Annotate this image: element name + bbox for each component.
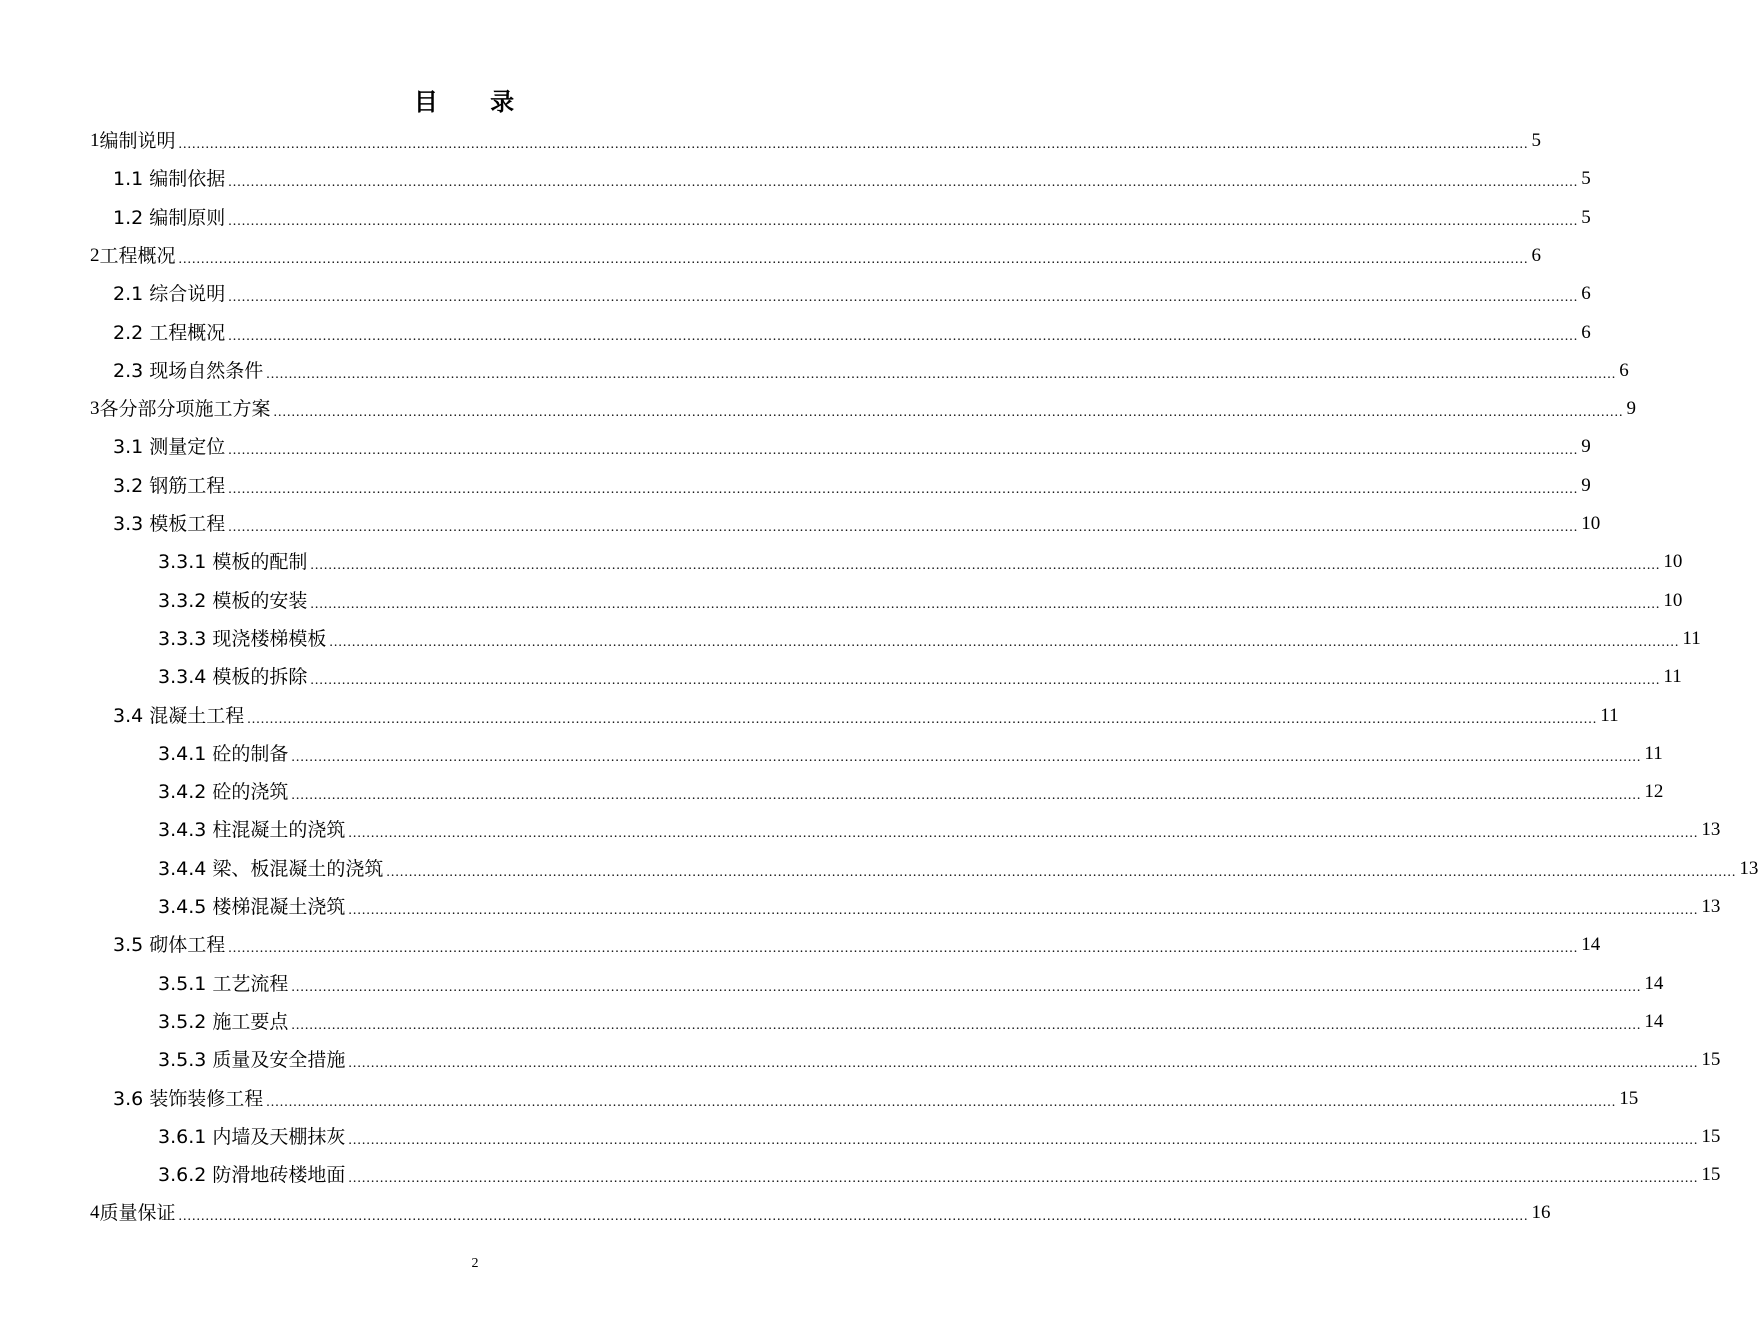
toc-entry-label: 综合说明: [149, 283, 226, 306]
toc-entry[interactable]: [113, 467, 1591, 505]
toc-entry-page: 6: [1581, 283, 1591, 305]
toc-entry-page: 6: [1581, 321, 1591, 343]
dot-leader: ............................................................................................................................................................................................................................................................................................................: [348, 903, 1699, 918]
dot-leader: ............................................................................................................................................................................................................................................................................................................: [178, 137, 1529, 152]
dot-leader: ............................................................................................................................................................................................................................................................................................................: [291, 1017, 1642, 1033]
toc-entry-page: 11: [1644, 742, 1663, 764]
toc-entry[interactable]: [113, 352, 1629, 390]
toc-entry-page: 14: [1644, 972, 1664, 994]
toc-entry-number: 3.4.4: [158, 857, 213, 880]
toc-entry-number: 3.3.1: [158, 551, 213, 574]
toc-entry[interactable]: [158, 965, 1664, 1003]
toc-entry-number: 3.3.3: [158, 627, 213, 650]
toc-entry-label: 施工要点: [212, 1010, 289, 1033]
toc-entry-label: 砌体工程: [149, 934, 226, 957]
toc-entry[interactable]: [113, 160, 1591, 198]
toc-entry[interactable]: [90, 122, 1542, 160]
toc-entry[interactable]: [113, 428, 1591, 466]
toc-entry-page: 11: [1682, 627, 1701, 649]
toc-entry[interactable]: [158, 850, 1758, 888]
toc-entry[interactable]: [90, 1194, 1551, 1232]
toc-entry-number: 1.1: [113, 168, 150, 191]
toc-entry-label: 模板的拆除: [212, 666, 308, 689]
toc-entry-page: 15: [1701, 1125, 1721, 1147]
toc-entry[interactable]: [158, 620, 1701, 658]
toc-entry-label: 混凝土工程: [149, 704, 245, 727]
toc-entry-page: 6: [1531, 244, 1542, 266]
toc-entry-label: 工程概况: [149, 321, 226, 344]
toc-entry-page: 13: [1739, 857, 1758, 879]
toc-entry[interactable]: [158, 543, 1683, 581]
toc-entry-label: 砼的制备: [212, 742, 289, 765]
toc-entry-number: 2.3: [113, 359, 150, 382]
dot-leader: ............................................................................................................................................................................................................................................................................................................: [291, 788, 1642, 804]
dot-leader: ............................................................................................................................................................................................................................................................................................................: [266, 1094, 1617, 1110]
toc-entry-page: 10: [1663, 589, 1683, 611]
toc-entry[interactable]: [90, 390, 1637, 428]
toc-entry-label: 质量及安全措施: [212, 1049, 346, 1072]
toc-entry-page: 14: [1581, 934, 1601, 956]
dot-leader: ............................................................................................................................................................................................................................................................................................................: [310, 596, 1661, 612]
toc-entry-number: 2.2: [113, 321, 150, 344]
toc-entry-number: 4: [90, 1202, 100, 1224]
toc-entry-label: 编制说明: [99, 130, 176, 152]
toc-entry-label: 砼的浇筑: [212, 781, 289, 804]
toc-entry-page: 15: [1701, 1164, 1721, 1186]
toc-entry-page: 12: [1644, 781, 1664, 803]
toc-entry[interactable]: [113, 314, 1591, 352]
toc-title: 目 录: [413, 88, 537, 116]
toc-entry[interactable]: [158, 1003, 1664, 1041]
dot-leader: ............................................................................................................................................................................................................................................................................................................: [228, 481, 1579, 497]
toc-entry-label: 编制原则: [149, 206, 226, 229]
toc-entry-number: 3.6.2: [158, 1164, 213, 1187]
toc-entry-label: 柱混凝土的浇筑: [212, 819, 346, 842]
toc-entry-page: 6: [1619, 359, 1629, 381]
toc-entry-number: 3.4.1: [158, 742, 213, 765]
dot-leader: ............................................................................................................................................................................................................................................................................................................: [310, 673, 1661, 689]
toc-entry-label: 模板的安装: [212, 589, 308, 612]
toc-entry-number: 3: [90, 398, 100, 420]
dot-leader: ............................................................................................................................................................................................................................................................................................................: [310, 558, 1661, 574]
toc-entry-page: 11: [1663, 666, 1682, 688]
toc-entry[interactable]: [158, 773, 1664, 811]
toc-entry[interactable]: [158, 582, 1683, 620]
toc-entry[interactable]: [113, 697, 1619, 735]
toc-entry-page: 14: [1644, 1010, 1664, 1032]
dot-leader: ............................................................................................................................................................................................................................................................................................................: [291, 749, 1642, 765]
toc-entry-number: 3.4.3: [158, 819, 213, 842]
toc-entry-page: 5: [1531, 130, 1542, 151]
dot-leader: ............................................................................................................................................................................................................................................................................................................: [386, 864, 1737, 880]
toc-entry-label: 现浇楼梯模板: [212, 627, 327, 650]
toc-entry-number: 3.1: [113, 436, 150, 459]
dot-leader: ............................................................................................................................................................................................................................................................................................................: [228, 213, 1579, 229]
toc-entry-number: 3.2: [113, 474, 150, 497]
toc-entry-page: 10: [1663, 551, 1683, 573]
toc-entry-number: 3.3: [113, 513, 150, 535]
toc-entry-number: 2: [90, 244, 100, 266]
toc-entry[interactable]: [113, 1080, 1639, 1118]
toc-entry[interactable]: [113, 275, 1591, 313]
dot-leader: ............................................................................................................................................................................................................................................................................................................: [228, 290, 1579, 306]
toc-entry-number: 3.3.2: [158, 589, 213, 612]
page-number: 2: [471, 1256, 479, 1271]
dot-leader: ............................................................................................................................................................................................................................................................................................................: [329, 634, 1680, 650]
dot-leader: ............................................................................................................................................................................................................................................................................................................: [291, 979, 1642, 995]
toc-entry-number: 3.4.5: [158, 896, 213, 918]
dot-leader: ............................................................................................................................................................................................................................................................................................................: [348, 1132, 1699, 1148]
toc-entry-label: 编制依据: [149, 168, 226, 191]
toc-entry-label: 模板的配制: [212, 551, 308, 574]
toc-entry-number: 3.5: [113, 934, 150, 957]
toc-entry-label: 钢筋工程: [149, 474, 226, 497]
toc-entry-page: 9: [1581, 436, 1591, 458]
toc-entry-label: 现场自然条件: [149, 359, 264, 382]
toc-entry-page: 13: [1701, 819, 1721, 841]
toc-entry-page: 15: [1619, 1087, 1639, 1109]
toc-entry[interactable]: [158, 735, 1663, 773]
dot-leader: ............................................................................................................................................................................................................................................................................................................: [273, 405, 1624, 421]
toc-entry[interactable]: [158, 1118, 1721, 1156]
toc-entry-page: 16: [1531, 1202, 1551, 1224]
toc-entry-label: 梁、板混凝土的浇筑: [212, 857, 384, 880]
dot-leader: ............................................................................................................................................................................................................................................................................................................: [228, 520, 1579, 535]
toc-entry-label: 楼梯混凝土浇筑: [212, 896, 346, 918]
dot-leader: ............................................................................................................................................................................................................................................................................................................: [348, 1056, 1699, 1072]
toc-entry-page: 5: [1581, 168, 1591, 190]
toc-entry-number: 2.1: [113, 283, 150, 306]
dot-leader: ............................................................................................................................................................................................................................................................................................................: [266, 366, 1617, 382]
toc-entry[interactable]: [158, 1041, 1721, 1079]
toc-entry[interactable]: [158, 811, 1721, 849]
toc-entry[interactable]: [113, 926, 1601, 964]
toc-entry-label: 模板工程: [149, 513, 226, 535]
toc-entry-number: 3.6.1: [158, 1125, 213, 1148]
toc-entry-number: 3.4.2: [158, 781, 213, 804]
toc-entry[interactable]: [158, 888, 1721, 926]
toc-entry-page: 9: [1581, 474, 1591, 496]
dot-leader: ............................................................................................................................................................................................................................................................................................................: [228, 941, 1579, 957]
toc-entry-label: 工艺流程: [212, 972, 289, 995]
toc-entry-number: 3.5.1: [158, 972, 213, 995]
toc-entry-label: 工程概况: [99, 244, 176, 267]
toc-entry-page: 9: [1626, 398, 1637, 420]
dot-leader: ............................................................................................................................................................................................................................................................................................................: [228, 175, 1579, 191]
toc-entry-page: 5: [1581, 206, 1591, 228]
toc-entry-number: 3.5.2: [158, 1010, 213, 1033]
toc-entry-page: 11: [1600, 704, 1619, 726]
toc-entry-label: 质量保证: [99, 1202, 176, 1225]
toc-entry-number: 3.5.3: [158, 1049, 213, 1072]
toc-entry-page: 10: [1581, 513, 1601, 534]
toc-entry[interactable]: [113, 199, 1591, 237]
toc-entry-page: 13: [1701, 896, 1721, 917]
toc-entry-label: 防滑地砖楼地面: [212, 1164, 346, 1187]
dot-leader: ............................................................................................................................................................................................................................................................................................................: [228, 328, 1579, 344]
toc-entry-number: 1: [90, 130, 100, 151]
toc-entry[interactable]: [158, 1156, 1721, 1194]
toc-entry-number: 3.6: [113, 1087, 150, 1110]
toc-entry-label: 内墙及天棚抹灰: [212, 1125, 346, 1148]
toc-entry-number: 3.3.4: [158, 666, 213, 689]
dot-leader: ............................................................................................................................................................................................................................................................................................................: [247, 711, 1598, 727]
toc-entry-number: 1.2: [113, 206, 150, 229]
toc-entry-label: 测量定位: [149, 436, 226, 459]
dot-leader: ............................................................................................................................................................................................................................................................................................................: [348, 1171, 1699, 1187]
toc-entry[interactable]: [158, 658, 1682, 696]
toc-entry-number: 3.4: [113, 704, 150, 727]
dot-leader: ............................................................................................................................................................................................................................................................................................................: [228, 443, 1579, 459]
toc-entry-label: 装饰装修工程: [149, 1087, 264, 1110]
toc-entry[interactable]: [90, 237, 1542, 275]
toc-entry-label: 各分部分项施工方案: [99, 398, 271, 421]
dot-leader: ............................................................................................................................................................................................................................................................................................................: [178, 251, 1529, 267]
toc-entry[interactable]: [113, 505, 1601, 543]
toc-entry-page: 15: [1701, 1049, 1721, 1071]
dot-leader: ............................................................................................................................................................................................................................................................................................................: [348, 826, 1699, 842]
dot-leader: ............................................................................................................................................................................................................................................................................................................: [178, 1209, 1529, 1225]
